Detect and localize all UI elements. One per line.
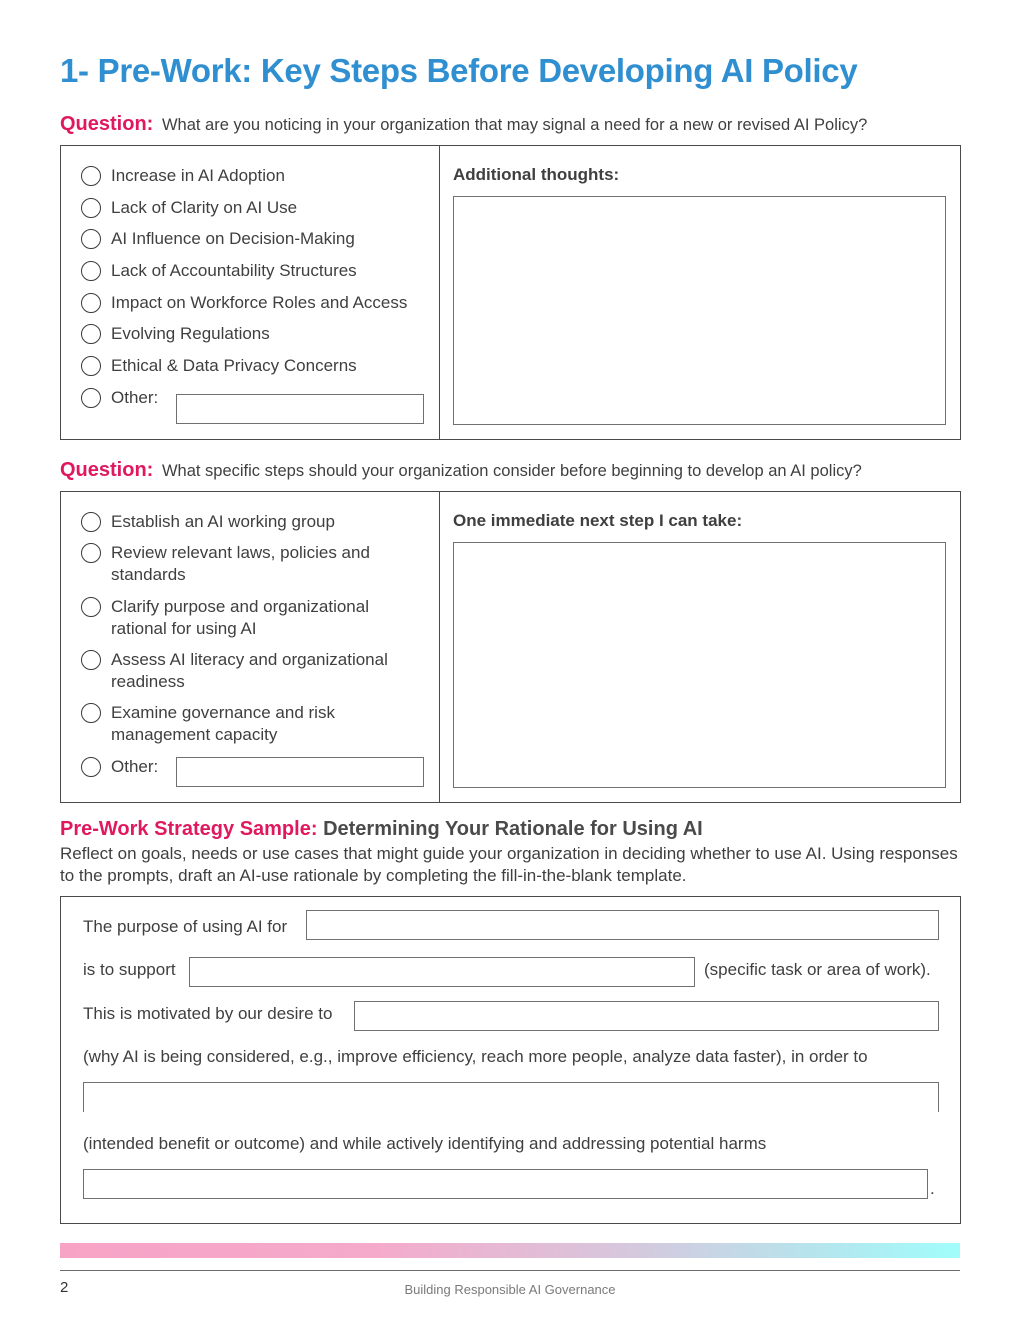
question-2-label: Question: bbox=[60, 459, 154, 481]
option-label: Other: bbox=[111, 388, 159, 407]
strategy-heading bbox=[60, 818, 703, 841]
radio-button[interactable] bbox=[81, 597, 101, 617]
option-label: Review relevant laws, policies and standards bbox=[111, 543, 370, 584]
next-step-textarea[interactable] bbox=[453, 542, 946, 788]
rationale-template-box bbox=[60, 896, 961, 1224]
option-label: Examine governance and risk management capacity bbox=[111, 703, 335, 744]
radio-button[interactable] bbox=[81, 229, 101, 249]
option-label: Establish an AI working group bbox=[111, 512, 335, 531]
option-other[interactable] bbox=[81, 387, 158, 409]
option-examine-governance[interactable] bbox=[81, 702, 361, 746]
option-label: Ethical & Data Privacy Concerns bbox=[111, 356, 357, 375]
rationale-line-4: (why AI is being considered, e.g., improve efficiency, reach more people, analyze data faster), in order to bbox=[83, 1047, 868, 1066]
radio-button[interactable] bbox=[81, 388, 101, 408]
option-label: Evolving Regulations bbox=[111, 324, 270, 343]
option-clarify-purpose[interactable] bbox=[81, 596, 391, 640]
outcome-input[interactable] bbox=[83, 1082, 939, 1112]
question-2-box bbox=[60, 491, 961, 803]
motivation-input[interactable] bbox=[354, 1001, 939, 1031]
option-other[interactable] bbox=[81, 756, 158, 778]
question-1-label: Question: bbox=[60, 113, 154, 135]
option-ethical-privacy[interactable] bbox=[81, 355, 357, 377]
page-title: 1- Pre-Work: Key Steps Before Developing AI Policy bbox=[60, 52, 858, 89]
option-label: Assess AI literacy and organizational readiness bbox=[111, 650, 388, 691]
page-number: 2 bbox=[60, 1279, 69, 1296]
decorative-gradient-bar bbox=[60, 1243, 960, 1258]
radio-button[interactable] bbox=[81, 324, 101, 344]
additional-thoughts-label: Additional thoughts: bbox=[453, 165, 620, 184]
question-2 bbox=[60, 459, 862, 482]
column-divider bbox=[439, 492, 440, 802]
radio-button[interactable] bbox=[81, 512, 101, 532]
option-workforce-impact[interactable] bbox=[81, 292, 407, 314]
question-1-text: What are you noticing in your organization that may signal a need for a new or revised AI Policy? bbox=[161, 116, 868, 134]
option-lack-of-clarity[interactable] bbox=[81, 197, 297, 219]
option-label: Other: bbox=[111, 757, 159, 776]
radio-button[interactable] bbox=[81, 703, 101, 723]
option-assess-literacy[interactable] bbox=[81, 649, 411, 693]
column-divider bbox=[439, 146, 440, 439]
harms-input[interactable] bbox=[83, 1169, 928, 1199]
option-label: Lack of Accountability Structures bbox=[111, 261, 357, 280]
end-period: . bbox=[930, 1179, 935, 1198]
option-label: AI Influence on Decision-Making bbox=[111, 229, 355, 248]
radio-button[interactable] bbox=[81, 198, 101, 218]
radio-button[interactable] bbox=[81, 356, 101, 376]
next-step-label: One immediate next step I can take: bbox=[453, 511, 743, 530]
support-input[interactable] bbox=[189, 957, 695, 987]
radio-button[interactable] bbox=[81, 543, 101, 563]
option-increase-ai-adoption[interactable] bbox=[81, 165, 285, 187]
radio-button[interactable] bbox=[81, 166, 101, 186]
footer-title: Building Responsible AI Governance bbox=[404, 1282, 616, 1297]
option-accountability[interactable] bbox=[81, 260, 357, 282]
option-ai-influence[interactable] bbox=[81, 228, 355, 250]
footer-divider bbox=[60, 1270, 960, 1271]
other-input[interactable] bbox=[176, 394, 424, 424]
other-input[interactable] bbox=[176, 757, 424, 787]
rationale-line-1: The purpose of using AI for bbox=[83, 917, 288, 936]
radio-button[interactable] bbox=[81, 650, 101, 670]
option-evolving-regulations[interactable] bbox=[81, 323, 270, 345]
rationale-line-3: This is motivated by our desire to bbox=[83, 1004, 333, 1023]
strategy-label: Pre-Work Strategy Sample: bbox=[60, 818, 318, 840]
radio-button[interactable] bbox=[81, 261, 101, 281]
purpose-input[interactable] bbox=[306, 910, 939, 940]
question-1-box bbox=[60, 145, 961, 440]
rationale-line-2: is to support bbox=[83, 960, 176, 979]
option-review-laws[interactable] bbox=[81, 542, 391, 586]
option-label: Lack of Clarity on AI Use bbox=[111, 198, 298, 217]
option-label: Increase in AI Adoption bbox=[111, 166, 285, 185]
option-label: Clarify purpose and organizational rational for using AI bbox=[111, 597, 369, 638]
additional-thoughts-textarea[interactable] bbox=[453, 196, 946, 425]
radio-button[interactable] bbox=[81, 757, 101, 777]
option-label: Impact on Workforce Roles and Access bbox=[111, 293, 408, 312]
strategy-description: Reflect on goals, needs or use cases that might guide your organization in deciding whether to use AI. Using responses to the prompts, draft an AI-use rationale by completing the fill-in-the-blank template. bbox=[60, 844, 958, 885]
question-2-text: What specific steps should your organization consider before beginning to develop an AI policy? bbox=[161, 462, 862, 480]
rationale-line-2-suffix: (specific task or area of work). bbox=[704, 960, 931, 979]
radio-button[interactable] bbox=[81, 293, 101, 313]
option-working-group[interactable] bbox=[81, 511, 411, 533]
strategy-title: Determining Your Rationale for Using AI bbox=[323, 818, 703, 840]
rationale-line-5: (intended benefit or outcome) and while actively identifying and addressing potential harms bbox=[83, 1134, 767, 1153]
question-1 bbox=[60, 113, 867, 136]
